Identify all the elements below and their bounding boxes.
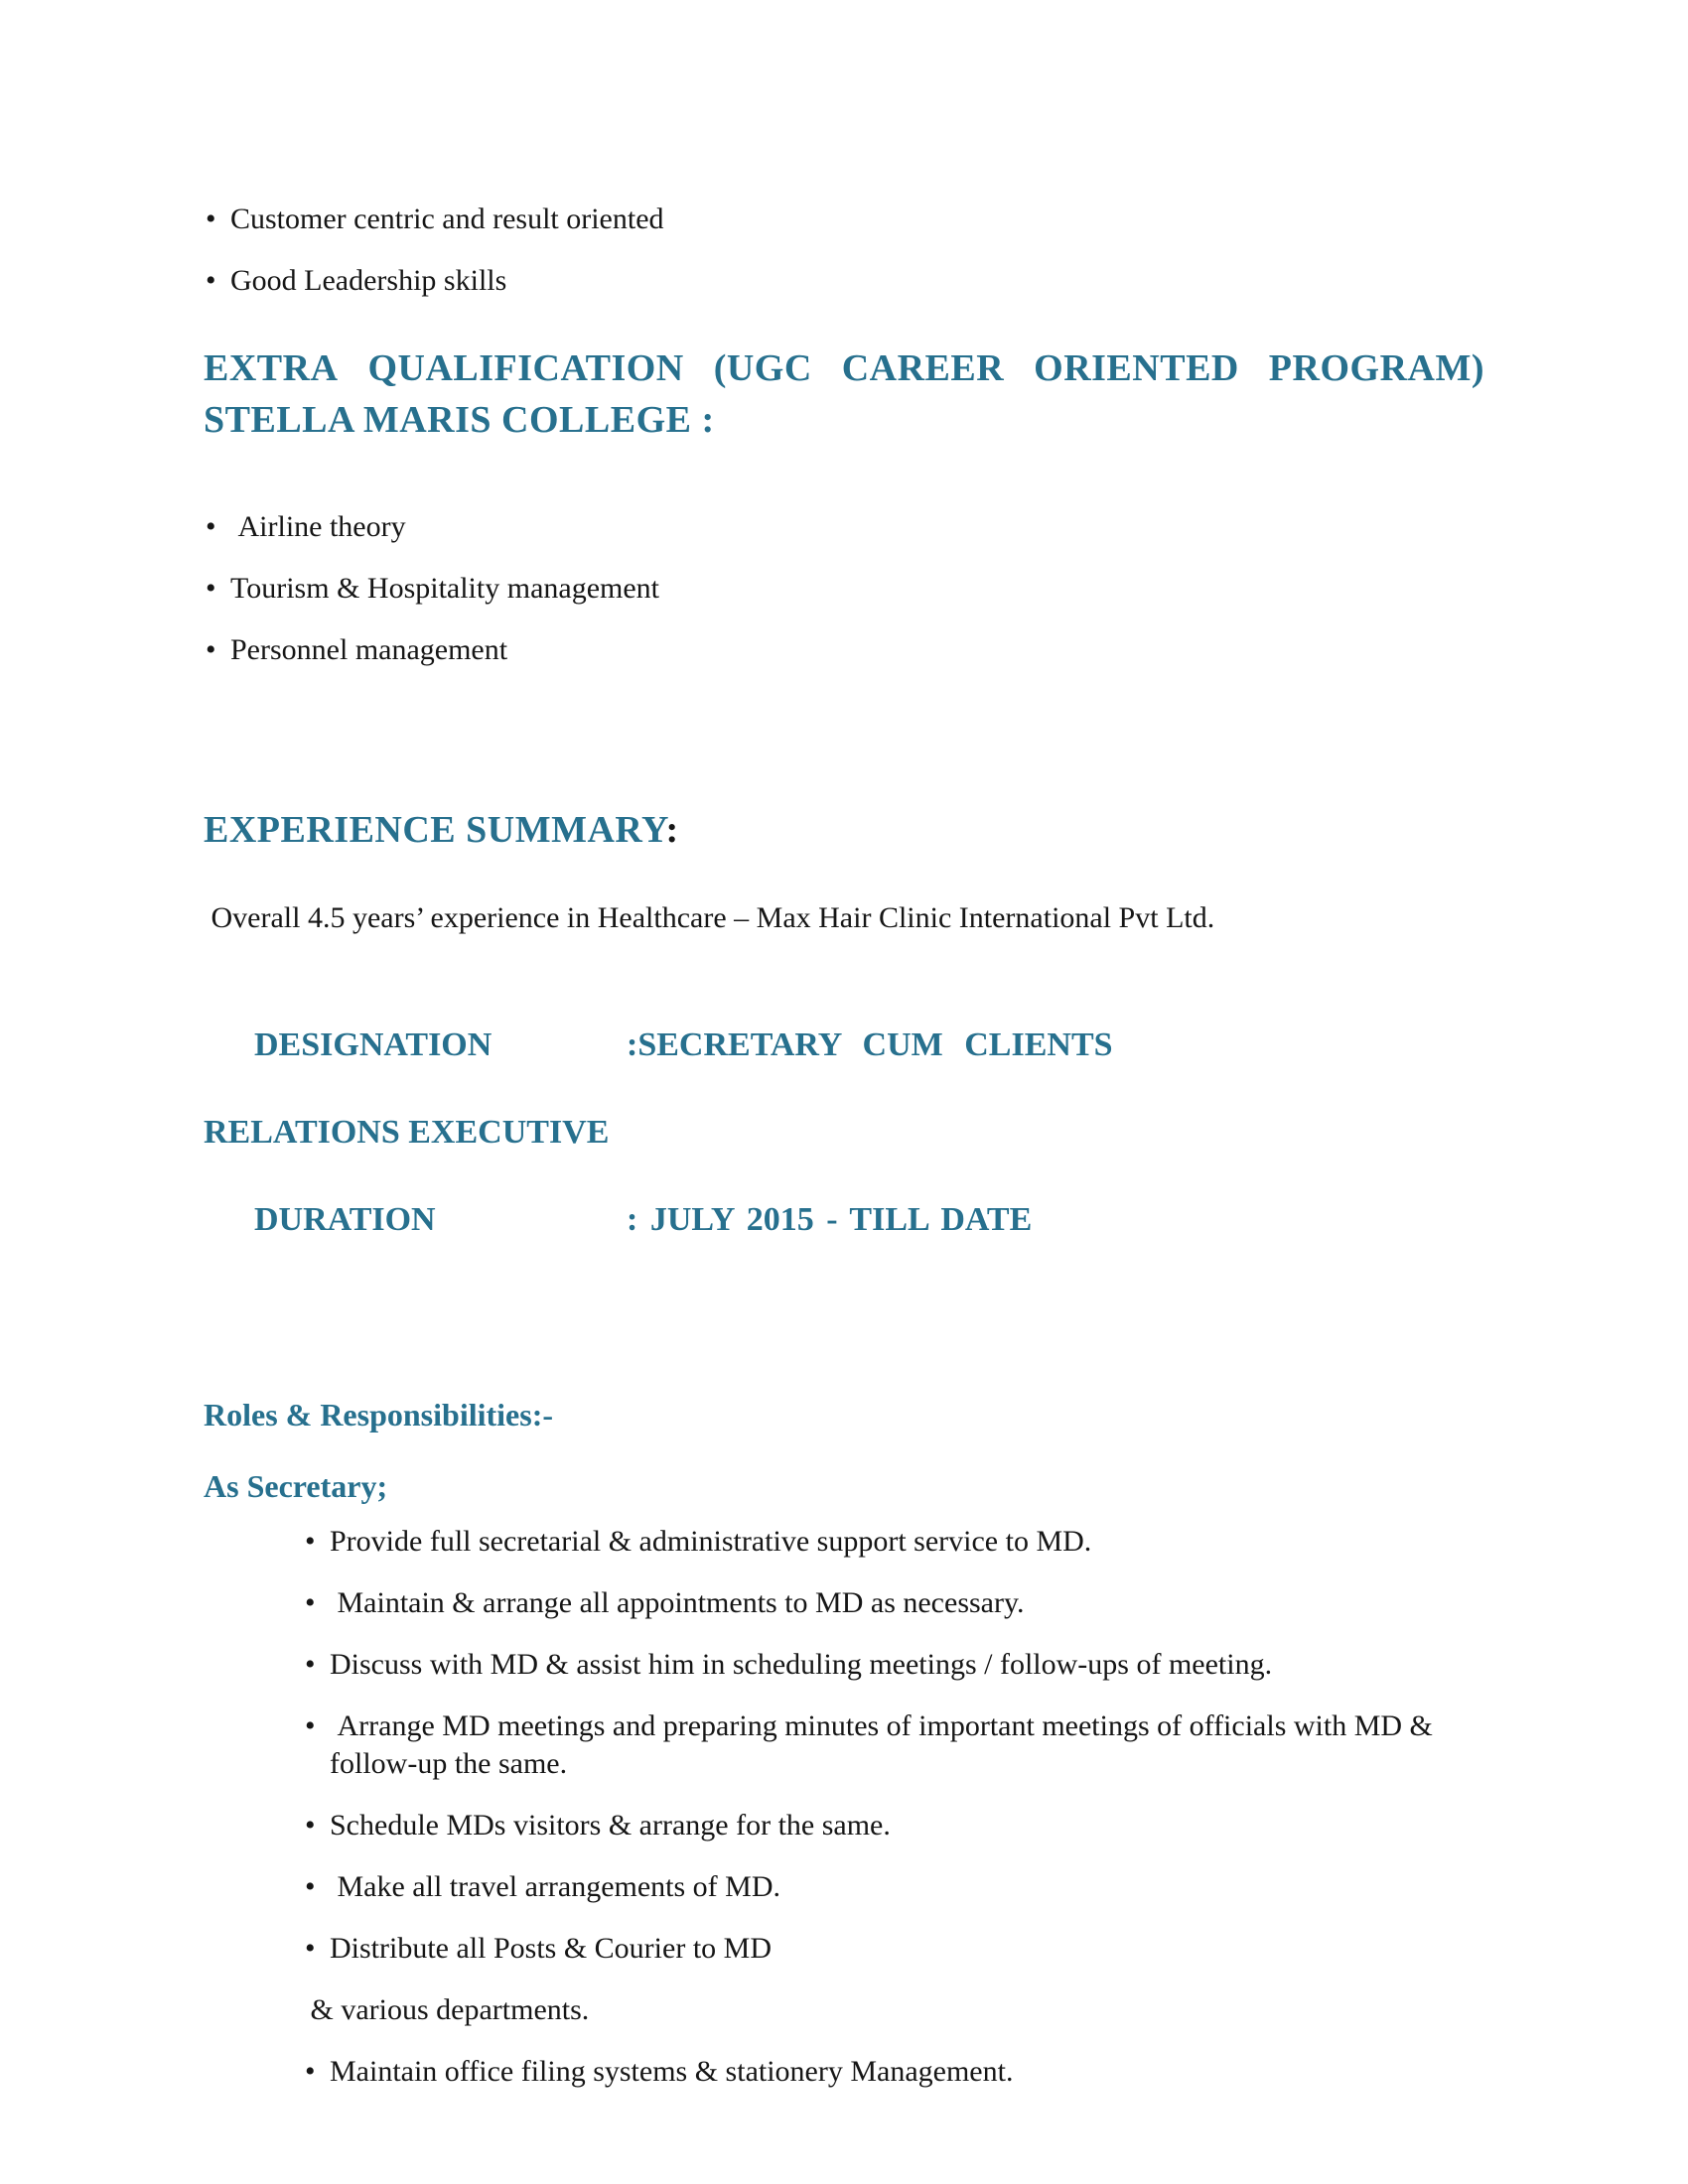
designation-value-line2: RELATIONS EXECUTIVE	[204, 1114, 610, 1151]
role-item: • Distribute all Posts & Courier to MD	[303, 1930, 1484, 1968]
role-item: • Schedule MDs visitors & arrange for the same.	[303, 1807, 1484, 1844]
duration-row	[204, 1155, 1484, 1286]
role-item: • Maintain & arrange all appointments to MD as necessary.	[303, 1584, 1484, 1622]
role-item: • Maintain office filing systems & stationery Management.	[303, 2053, 1484, 2091]
experience-overview: Overall 4.5 years’ experience in Healthcare – Max Hair Clinic International Pvt Ltd.	[204, 901, 1215, 934]
skill-item: • Good Leadership skills	[204, 262, 1484, 300]
skills-list	[204, 201, 1484, 300]
designation-row	[204, 980, 1484, 1111]
skill-item: • Customer centric and result oriented	[204, 201, 1484, 238]
extra-qualification-heading-line1: EXTRA QUALIFICATION (UGC CAREER ORIENTED PROGRAM)	[204, 347, 1484, 389]
extra-qualification-item: • Tourism & Hospitality management	[204, 570, 1484, 608]
role-item: • Arrange MD meetings and preparing minutes of important meetings of officials with MD & follow-up the same.	[303, 1707, 1484, 1783]
experience-summary-heading	[204, 804, 1484, 856]
extra-qualification-heading	[204, 342, 1484, 446]
as-secretary-heading: As Secretary;	[204, 1468, 388, 1504]
experience-summary-heading-text: EXPERIENCE SUMMARY	[204, 809, 666, 851]
role-item: • Provide full secretarial & administrative support service to MD.	[303, 1523, 1484, 1561]
roles-responsibilities-heading: Roles & Responsibilities:-	[204, 1397, 553, 1433]
extra-qualification-list	[204, 508, 1484, 669]
role-item: • Make all travel arrangements of MD.	[303, 1868, 1484, 1906]
designation-label: DESIGNATION	[254, 1026, 492, 1063]
experience-summary-heading-colon: :	[665, 809, 679, 851]
duration-label: DURATION	[254, 1201, 436, 1238]
extra-qualification-item: • Airline theory	[204, 508, 1484, 546]
extra-qualification-heading-line2: STELLA MARIS COLLEGE :	[204, 399, 715, 441]
roles-list-final	[303, 2053, 1484, 2091]
designation-value: :SECRETARY CUM CLIENTS	[627, 1026, 1113, 1063]
role-item: • Discuss with MD & assist him in scheduling meetings / follow-ups of meeting.	[303, 1646, 1484, 1684]
roles-continuation-line: & various departments.	[303, 1993, 590, 2026]
roles-list	[303, 1523, 1484, 1968]
extra-qualification-item: • Personnel management	[204, 631, 1484, 669]
duration-value: : JULY 2015 - TILL DATE	[627, 1201, 1033, 1238]
